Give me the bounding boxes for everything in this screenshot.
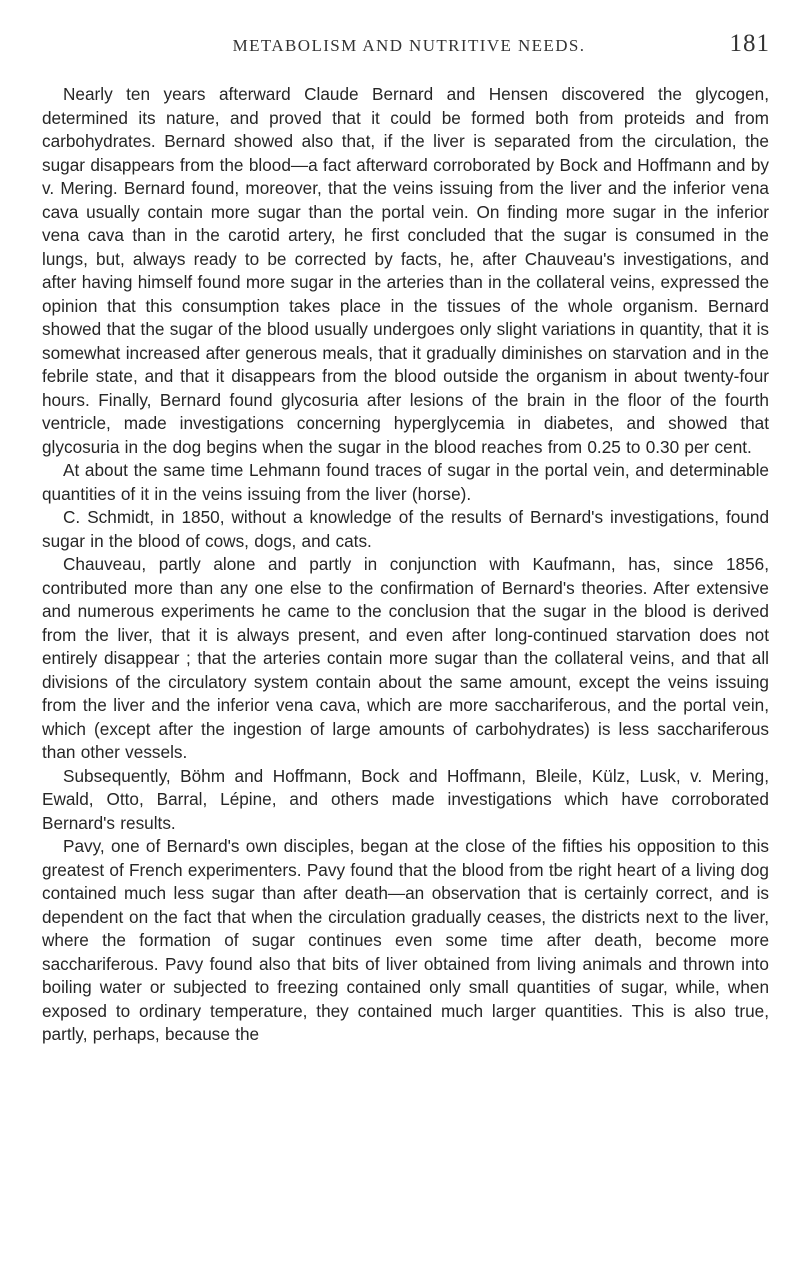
running-head	[48, 30, 770, 64]
running-title: METABOLISM AND NUTRITIVE NEEDS.	[232, 36, 586, 55]
paragraph-bernard-hensen: Nearly ten years afterward Claude Bernard and Hensen discovered the glycogen, determined its nature, and proved that it could be formed both from proteids and from carbohydrates. Bernard showed also that, if the liver is separated from the circulation, the sugar disappears from the blood—a fact afterward corroborated by Bock and Hoffmann and by v. Mering. Bernard found, moreover, that the veins issuing from the liver and the inferior vena cava usually contain more sugar than the portal vein. On finding more sugar in the inferior vena cava than in the carotid artery, he first concluded that the sugar is consumed in the lungs, but, always ready to be corrected by facts, he, after Chauveau's investigations, and after having himself found more sugar in the arteries than in the collateral veins, expressed the opinion that this consumption takes place in the tissues of the whole organism. Bernard showed that the sugar of the blood usually undergoes only slight variations in quantity, that it is somewhat increased after generous meals, that it gradually diminishes on starvation and in the febrile state, and that it disappears from the blood outside the organism in about twenty-four hours. Finally, Bernard found glycosuria after lesions of the brain in the floor of the fourth ventricle, made investigations concerning hyperglycemia in diabetes, and showed that glycosuria in the dog begins when the sugar in the blood reaches from 0.25 to 0.30 per cent.	[42, 84, 769, 457]
paragraph-chauveau: Chauveau, partly alone and partly in conjunction with Kaufmann, has, since 1856, contributed more than any one else to the confirmation of Bernard's theories. After extensive and numerous experiments he came to the conclusion that the sugar in the blood is derived from the liver, that it is always present, and even after long-continued starvation does not entirely disappear ; that the arteries contain more sugar than the collateral veins, and that all divisions of the circulatory system contain about the same amount, except the veins issuing from the liver and the inferior vena cava, which are more sacchariferous, and the portal vein, which (except after the ingestion of large amounts of carbohydrates) is less sacchariferous than other vessels.	[42, 554, 769, 762]
paragraph-subsequently: Subsequently, Böhm and Hoffmann, Bock and Hoffmann, Bleile, Külz, Lusk, v. Mering, Ewald, Otto, Barral, Lépine, and others made investigations which have corroborated Bernard's results.	[42, 765, 769, 833]
paragraph-lehmann: At about the same time Lehmann found traces of sugar in the portal vein, and determinable quantities of it in the veins issuing from the liver (horse).	[42, 460, 769, 504]
body-text	[42, 83, 769, 1047]
paragraph-pavy: Pavy, one of Bernard's own disciples, began at the close of the fifties his opposition to this greatest of French experimenters. Pavy found that the blood from tbe right heart of a living dog contained much less sugar than after death—an observation that is certainly correct, and is dependent on the fact that when the circulation gradually ceases, the districts next to the liver, where the formation of sugar continues even some time after death, become more sacchariferous. Pavy found also that bits of liver obtained from living animals and thrown into boiling water or subjected to freezing contained only small quantities of sugar, while, when exposed to ordinary temperature, they contained much larger quantities. This is also true, partly, perhaps, because the	[42, 836, 769, 1044]
paragraph-schmidt: C. Schmidt, in 1850, without a knowledge of the results of Bernard's investigations, found sugar in the blood of cows, dogs, and cats.	[42, 507, 769, 551]
page-number: 181	[729, 30, 770, 57]
